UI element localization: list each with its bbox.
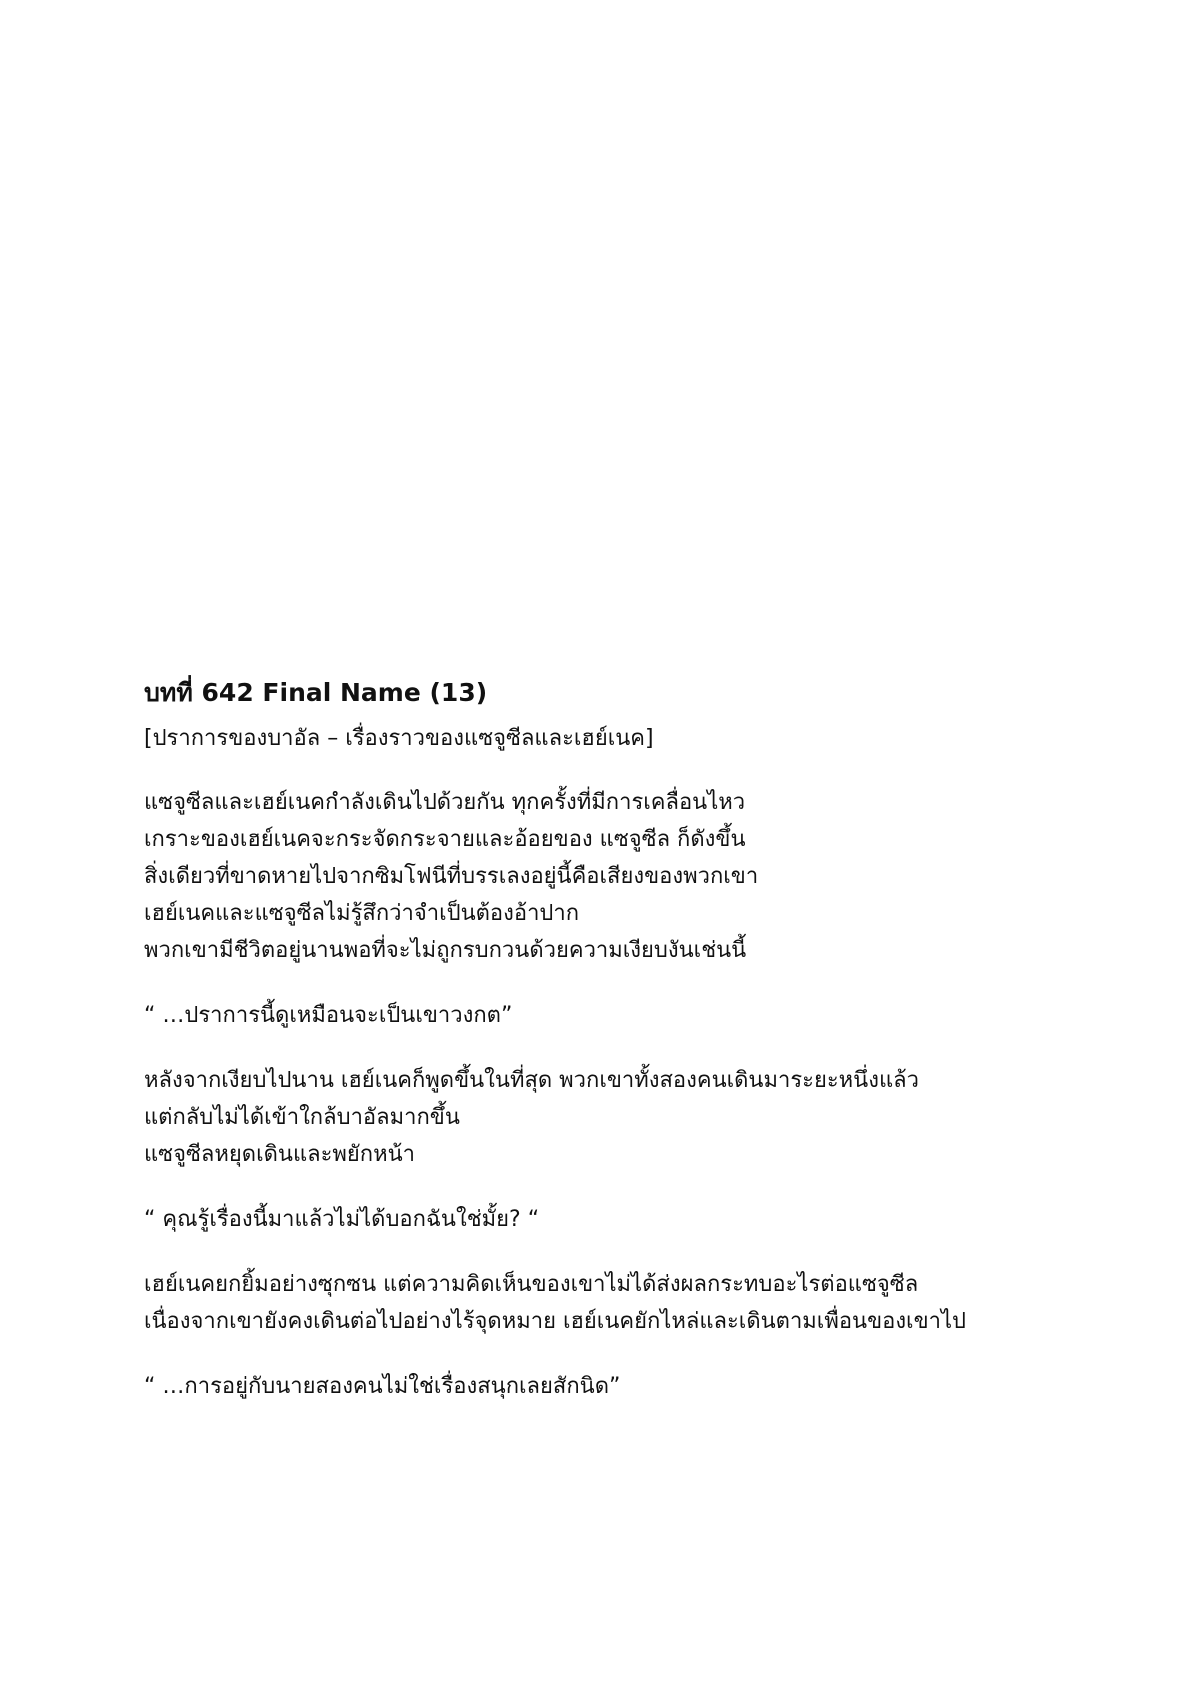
dialogue-line: “ คุณรู้เรื่องนี้มาแล้วไม่ได้บอกฉันใช่มั้ย? “ xyxy=(144,1207,540,1232)
dialogue-paragraph xyxy=(144,1201,1064,1238)
chapter-subtitle: [ปราการของบาอัล – เรื่องราวของแซจูซีลและเฮย์เนค] xyxy=(144,726,654,751)
text-line: เนื่องจากเขายังคงเดินต่อไปอย่างไร้จุดหมาย เฮย์เนคยักไหล่และเดินตามเพื่อนของเขาไป xyxy=(144,1309,967,1334)
text-line: เฮย์เนคและแซจูซีลไม่รู้สึกว่าจำเป็นต้องอ้าปาก xyxy=(144,901,580,926)
dialogue-paragraph xyxy=(144,997,1064,1034)
text-line: สิ่งเดียวที่ขาดหายไปจากซิมโฟนีที่บรรเลงอยู่นี้คือเสียงของพวกเขา xyxy=(144,864,759,889)
dialogue-line: “ …การอยู่กับนายสองคนไม่ใช่เรื่องสนุกเลยสักนิด” xyxy=(144,1374,621,1399)
paragraph xyxy=(144,1266,1064,1340)
text-line: พวกเขามีชีวิตอยู่นานพอที่จะไม่ถูกรบกวนด้วยความเงียบงันเช่นนี้ xyxy=(144,938,747,963)
document-body xyxy=(144,676,1064,1433)
paragraph xyxy=(144,1062,1064,1173)
chapter-title: บทที่ 642 Final Name (13) xyxy=(144,678,488,707)
text-line: แต่กลับไม่ได้เข้าใกล้บาอัลมากขึ้น xyxy=(144,1105,460,1130)
text-line: เกราะของเฮย์เนคจะกระจัดกระจายและอ้อยของ แซจูซีล ก็ดังขึ้น xyxy=(144,827,746,852)
text-line: แซจูซีลและเฮย์เนคกำลังเดินไปด้วยกัน ทุกครั้งที่มีการเคลื่อนไหว xyxy=(144,790,746,815)
paragraph xyxy=(144,784,1064,969)
text-line: แซจูซีลหยุดเดินและพยักหน้า xyxy=(144,1142,416,1167)
text-line: เฮย์เนคยกยิ้มอย่างซุกซน แต่ความคิดเห็นของเขาไม่ได้ส่งผลกระทบอะไรต่อแซจูซีล xyxy=(144,1272,919,1297)
text-line: หลังจากเงียบไปนาน เฮย์เนคก็พูดขึ้นในที่สุด พวกเขาทั้งสองคนเดินมาระยะหนึ่งแล้ว xyxy=(144,1068,919,1093)
dialogue-line: “ …ปราการนี้ดูเหมือนจะเป็นเขาวงกต” xyxy=(144,1003,513,1028)
dialogue-paragraph xyxy=(144,1368,1064,1405)
